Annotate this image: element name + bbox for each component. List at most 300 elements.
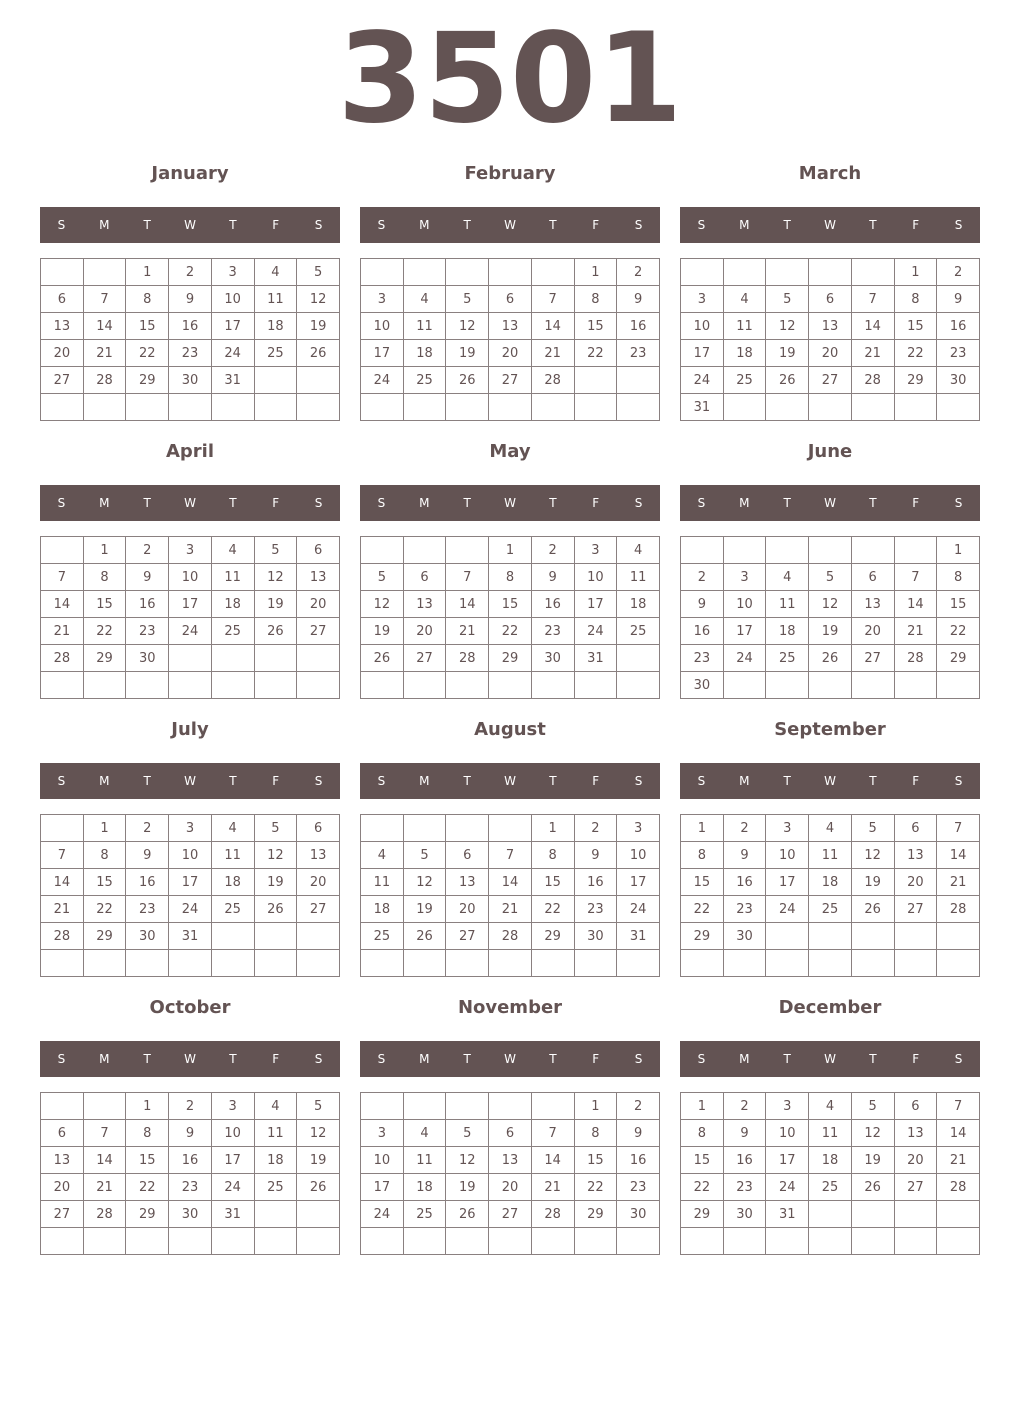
day-cell: 6: [446, 842, 489, 869]
day-cell: 18: [723, 340, 766, 367]
day-cell: [937, 394, 980, 421]
week-row: [361, 286, 660, 313]
day-cell: 11: [361, 869, 404, 896]
weekday-label: S: [634, 774, 643, 788]
day-cell: [254, 1228, 297, 1255]
day-cell: [809, 394, 852, 421]
day-cell: 3: [766, 815, 809, 842]
day-cell: [169, 950, 212, 977]
week-row: [41, 591, 340, 618]
weekday-label: T: [463, 496, 471, 510]
day-cell: [894, 1201, 937, 1228]
day-cell: 24: [617, 896, 660, 923]
weekday-label: S: [314, 218, 323, 232]
day-cell: 28: [894, 645, 937, 672]
day-cell: [297, 394, 340, 421]
day-cell: 16: [617, 1147, 660, 1174]
day-cell: 6: [809, 286, 852, 313]
day-cell: [211, 923, 254, 950]
day-cell: 12: [297, 1120, 340, 1147]
day-cell: 7: [937, 1093, 980, 1120]
weekday-label: F: [272, 774, 280, 788]
day-cell: 1: [83, 537, 126, 564]
day-cell: 16: [723, 869, 766, 896]
day-cell: 19: [446, 340, 489, 367]
weekday-label: F: [912, 218, 920, 232]
day-cell: 11: [809, 1120, 852, 1147]
day-cell: [254, 394, 297, 421]
day-cell: [361, 259, 404, 286]
day-cell: 24: [169, 618, 212, 645]
day-grid: [680, 814, 980, 977]
weekday-header: [680, 1041, 980, 1077]
day-cell: 16: [617, 313, 660, 340]
day-cell: [809, 1228, 852, 1255]
day-cell: 11: [403, 1147, 446, 1174]
day-cell: [894, 537, 937, 564]
day-cell: 1: [574, 259, 617, 286]
day-cell: 12: [254, 564, 297, 591]
day-cell: [446, 672, 489, 699]
weekday-label: F: [592, 496, 600, 510]
day-cell: 9: [531, 564, 574, 591]
day-cell: 25: [809, 1174, 852, 1201]
day-cell: 2: [937, 259, 980, 286]
day-cell: 20: [894, 869, 937, 896]
day-cell: 8: [894, 286, 937, 313]
day-cell: 29: [894, 367, 937, 394]
day-cell: [254, 1201, 297, 1228]
week-row: [681, 1120, 980, 1147]
day-cell: 5: [297, 259, 340, 286]
day-cell: 7: [83, 286, 126, 313]
weekday-label: M: [99, 774, 110, 788]
day-cell: [851, 537, 894, 564]
weekday-header: [360, 485, 660, 521]
day-cell: 2: [169, 259, 212, 286]
day-cell: 5: [851, 1093, 894, 1120]
day-cell: 18: [809, 869, 852, 896]
day-cell: 16: [126, 869, 169, 896]
month-name: February: [464, 163, 556, 184]
day-cell: 27: [894, 896, 937, 923]
day-cell: 19: [403, 896, 446, 923]
weekday-header: [360, 207, 660, 243]
weekday-label: F: [912, 774, 920, 788]
day-cell: [681, 537, 724, 564]
day-cell: 28: [489, 923, 532, 950]
week-row: [681, 1147, 980, 1174]
day-cell: [254, 672, 297, 699]
day-cell: 28: [446, 645, 489, 672]
day-cell: 28: [531, 1201, 574, 1228]
day-cell: [489, 1228, 532, 1255]
day-cell: [361, 537, 404, 564]
day-cell: 30: [681, 672, 724, 699]
week-row: [361, 340, 660, 367]
day-cell: 8: [489, 564, 532, 591]
week-row: [361, 896, 660, 923]
day-cell: 9: [617, 1120, 660, 1147]
day-cell: 21: [937, 869, 980, 896]
day-cell: [937, 1228, 980, 1255]
day-cell: 15: [126, 313, 169, 340]
week-row: [361, 591, 660, 618]
day-cell: [41, 259, 84, 286]
week-row: [681, 313, 980, 340]
day-cell: 23: [617, 340, 660, 367]
day-cell: 10: [169, 564, 212, 591]
day-cell: 23: [574, 896, 617, 923]
day-cell: 6: [489, 1120, 532, 1147]
day-grid: [680, 258, 980, 421]
day-cell: 10: [723, 591, 766, 618]
week-row: [361, 672, 660, 699]
day-cell: 20: [489, 1174, 532, 1201]
day-cell: [403, 672, 446, 699]
day-cell: 17: [211, 1147, 254, 1174]
week-row: [681, 340, 980, 367]
day-cell: [894, 950, 937, 977]
day-cell: 3: [681, 286, 724, 313]
day-cell: 10: [681, 313, 724, 340]
day-cell: [41, 537, 84, 564]
day-cell: [489, 394, 532, 421]
day-cell: 14: [446, 591, 489, 618]
day-cell: 20: [446, 896, 489, 923]
day-cell: [937, 923, 980, 950]
day-cell: 18: [809, 1147, 852, 1174]
week-row: [361, 1174, 660, 1201]
day-cell: [617, 394, 660, 421]
day-cell: 15: [681, 1147, 724, 1174]
day-cell: 30: [723, 1201, 766, 1228]
day-cell: [169, 645, 212, 672]
day-cell: [446, 394, 489, 421]
day-cell: 2: [617, 1093, 660, 1120]
day-cell: 5: [446, 1120, 489, 1147]
day-cell: 19: [446, 1174, 489, 1201]
weekday-label: T: [783, 496, 791, 510]
day-cell: [809, 672, 852, 699]
day-cell: 30: [169, 1201, 212, 1228]
day-cell: 21: [83, 1174, 126, 1201]
day-cell: [403, 394, 446, 421]
month-november: [360, 992, 660, 1270]
week-row: [41, 340, 340, 367]
day-cell: 11: [809, 842, 852, 869]
day-cell: 23: [723, 896, 766, 923]
weekday-label: T: [869, 1052, 877, 1066]
week-row: [41, 1093, 340, 1120]
day-cell: 1: [681, 1093, 724, 1120]
day-cell: 5: [403, 842, 446, 869]
day-cell: 24: [169, 896, 212, 923]
weekday-label: W: [824, 1052, 836, 1066]
day-cell: 20: [297, 591, 340, 618]
day-cell: 14: [531, 313, 574, 340]
day-cell: [851, 672, 894, 699]
day-cell: [617, 1228, 660, 1255]
day-cell: 16: [531, 591, 574, 618]
day-cell: 12: [851, 842, 894, 869]
day-cell: [809, 537, 852, 564]
day-cell: 17: [681, 340, 724, 367]
day-cell: 13: [41, 1147, 84, 1174]
day-cell: [297, 367, 340, 394]
day-cell: 17: [361, 340, 404, 367]
weekday-label: T: [463, 218, 471, 232]
day-cell: 25: [361, 923, 404, 950]
week-row: [361, 537, 660, 564]
week-row: [361, 618, 660, 645]
day-cell: 23: [681, 645, 724, 672]
day-cell: [809, 259, 852, 286]
day-cell: [403, 1228, 446, 1255]
day-cell: [574, 1228, 617, 1255]
day-cell: 23: [169, 340, 212, 367]
week-row: [41, 645, 340, 672]
day-cell: 11: [211, 842, 254, 869]
day-cell: [41, 950, 84, 977]
day-cell: 20: [41, 1174, 84, 1201]
weekday-label: T: [783, 1052, 791, 1066]
weekday-label: S: [954, 218, 963, 232]
day-cell: [617, 950, 660, 977]
day-cell: 9: [937, 286, 980, 313]
weekday-header: [40, 207, 340, 243]
week-row: [41, 896, 340, 923]
day-cell: 9: [574, 842, 617, 869]
day-cell: 8: [83, 564, 126, 591]
day-cell: [83, 672, 126, 699]
weekday-label: T: [143, 774, 151, 788]
day-cell: [254, 645, 297, 672]
weekday-label: S: [954, 774, 963, 788]
day-cell: 27: [489, 1201, 532, 1228]
day-cell: 10: [211, 1120, 254, 1147]
week-row: [681, 672, 980, 699]
day-cell: 5: [361, 564, 404, 591]
months-grid: [40, 158, 980, 1270]
day-cell: 14: [851, 313, 894, 340]
week-row: [361, 1120, 660, 1147]
day-cell: 13: [809, 313, 852, 340]
day-cell: [531, 259, 574, 286]
day-cell: 7: [851, 286, 894, 313]
day-cell: [766, 923, 809, 950]
day-cell: 18: [254, 313, 297, 340]
day-cell: 3: [211, 259, 254, 286]
day-cell: 27: [489, 367, 532, 394]
day-cell: 22: [126, 340, 169, 367]
day-cell: [297, 645, 340, 672]
day-cell: [574, 672, 617, 699]
day-cell: 7: [937, 815, 980, 842]
day-cell: 30: [169, 367, 212, 394]
day-cell: [254, 923, 297, 950]
day-cell: [489, 1093, 532, 1120]
day-cell: 19: [809, 618, 852, 645]
day-cell: 19: [361, 618, 404, 645]
day-cell: 26: [297, 340, 340, 367]
day-cell: 18: [211, 869, 254, 896]
week-row: [361, 815, 660, 842]
day-cell: 28: [851, 367, 894, 394]
weekday-label: S: [314, 496, 323, 510]
day-cell: 17: [574, 591, 617, 618]
day-cell: 16: [681, 618, 724, 645]
day-cell: 18: [254, 1147, 297, 1174]
day-cell: 21: [446, 618, 489, 645]
weekday-label: M: [419, 1052, 430, 1066]
day-cell: 31: [169, 923, 212, 950]
week-row: [361, 1201, 660, 1228]
day-cell: 6: [894, 1093, 937, 1120]
day-cell: [851, 950, 894, 977]
weekday-label: M: [99, 496, 110, 510]
day-cell: 17: [169, 869, 212, 896]
day-cell: 11: [403, 313, 446, 340]
day-cell: [723, 1228, 766, 1255]
day-cell: 9: [169, 1120, 212, 1147]
day-cell: 15: [574, 313, 617, 340]
day-cell: 3: [723, 564, 766, 591]
day-cell: 21: [531, 340, 574, 367]
day-cell: [766, 537, 809, 564]
day-cell: 8: [83, 842, 126, 869]
week-row: [681, 896, 980, 923]
day-cell: 2: [617, 259, 660, 286]
day-cell: [297, 923, 340, 950]
day-cell: 21: [489, 896, 532, 923]
day-cell: 23: [617, 1174, 660, 1201]
day-cell: 21: [41, 618, 84, 645]
day-cell: [937, 1201, 980, 1228]
day-cell: 21: [531, 1174, 574, 1201]
day-cell: 25: [211, 618, 254, 645]
day-cell: [894, 394, 937, 421]
day-cell: [403, 950, 446, 977]
day-cell: [169, 1228, 212, 1255]
day-cell: [446, 259, 489, 286]
day-cell: [723, 672, 766, 699]
day-cell: 19: [297, 1147, 340, 1174]
day-cell: [41, 1093, 84, 1120]
weekday-label: T: [143, 496, 151, 510]
week-row: [41, 869, 340, 896]
day-cell: 16: [937, 313, 980, 340]
week-row: [681, 618, 980, 645]
day-cell: 14: [531, 1147, 574, 1174]
day-cell: 14: [937, 1120, 980, 1147]
day-cell: [617, 672, 660, 699]
week-row: [681, 367, 980, 394]
day-cell: [41, 394, 84, 421]
day-cell: 15: [681, 869, 724, 896]
day-cell: 9: [681, 591, 724, 618]
weekday-header: [680, 485, 980, 521]
day-cell: [894, 672, 937, 699]
month-name: January: [151, 163, 229, 184]
week-row: [681, 394, 980, 421]
week-row: [41, 537, 340, 564]
day-cell: 2: [723, 1093, 766, 1120]
day-cell: 30: [937, 367, 980, 394]
day-cell: 11: [766, 591, 809, 618]
day-cell: [851, 259, 894, 286]
day-cell: 23: [126, 618, 169, 645]
day-cell: 30: [617, 1201, 660, 1228]
day-cell: [254, 367, 297, 394]
day-cell: 11: [723, 313, 766, 340]
day-cell: 26: [361, 645, 404, 672]
day-cell: [126, 394, 169, 421]
day-cell: 20: [489, 340, 532, 367]
day-cell: 20: [809, 340, 852, 367]
day-cell: 12: [254, 842, 297, 869]
month-name: September: [774, 719, 886, 740]
day-cell: 20: [403, 618, 446, 645]
week-row: [361, 259, 660, 286]
day-cell: 7: [894, 564, 937, 591]
day-grid: [680, 1092, 980, 1255]
day-cell: 31: [617, 923, 660, 950]
day-cell: 8: [681, 842, 724, 869]
day-cell: [83, 950, 126, 977]
day-cell: [446, 537, 489, 564]
weekday-label: T: [783, 774, 791, 788]
day-cell: [723, 537, 766, 564]
day-cell: [211, 645, 254, 672]
weekday-label: M: [739, 774, 750, 788]
week-row: [41, 1120, 340, 1147]
day-cell: 28: [83, 367, 126, 394]
day-cell: 1: [126, 1093, 169, 1120]
week-row: [681, 950, 980, 977]
day-cell: 21: [83, 340, 126, 367]
weekday-header: [360, 1041, 660, 1077]
day-cell: [446, 1093, 489, 1120]
day-cell: 6: [297, 537, 340, 564]
weekday-label: W: [504, 774, 516, 788]
day-cell: 28: [937, 1174, 980, 1201]
day-cell: [937, 950, 980, 977]
weekday-label: W: [504, 496, 516, 510]
day-cell: 6: [41, 1120, 84, 1147]
day-cell: 27: [851, 645, 894, 672]
day-cell: 17: [723, 618, 766, 645]
day-cell: 18: [361, 896, 404, 923]
day-cell: 31: [211, 1201, 254, 1228]
day-cell: 12: [297, 286, 340, 313]
week-row: [361, 950, 660, 977]
day-cell: 28: [937, 896, 980, 923]
day-cell: [766, 1228, 809, 1255]
day-cell: 2: [126, 537, 169, 564]
day-cell: 10: [361, 1147, 404, 1174]
day-cell: 4: [254, 1093, 297, 1120]
day-cell: [41, 672, 84, 699]
day-cell: 24: [211, 1174, 254, 1201]
weekday-label: F: [272, 496, 280, 510]
weekday-label: W: [824, 774, 836, 788]
day-cell: 20: [851, 618, 894, 645]
day-cell: 13: [894, 1120, 937, 1147]
day-cell: [403, 815, 446, 842]
day-cell: 21: [851, 340, 894, 367]
day-cell: 6: [489, 286, 532, 313]
